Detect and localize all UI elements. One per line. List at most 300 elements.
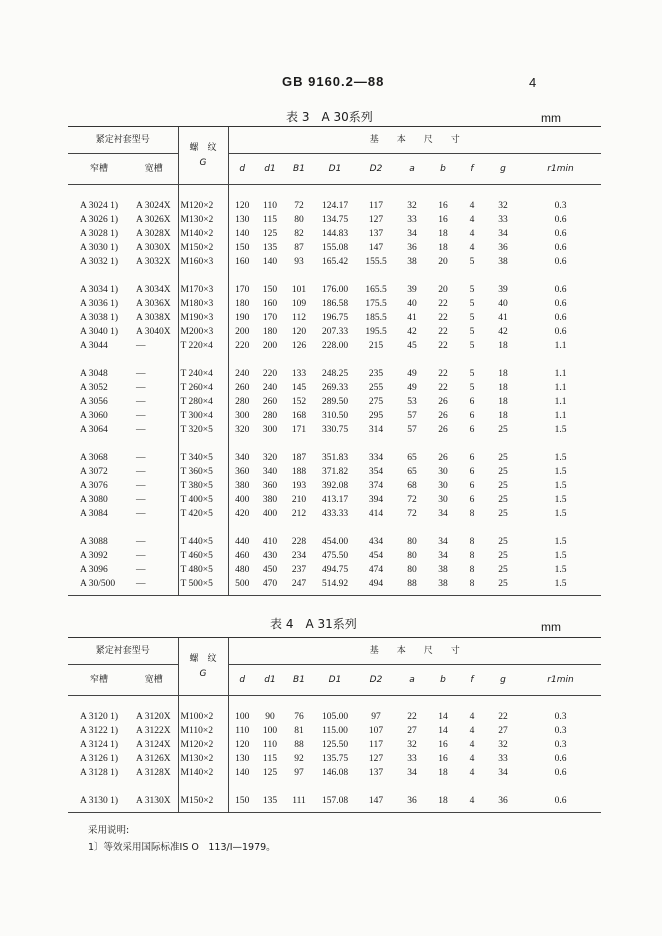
table-cell: 150 — [228, 794, 256, 813]
table-cell: 1.5 — [554, 551, 567, 561]
table-cell: 1.1 — [554, 383, 567, 393]
table-cell: 140 — [228, 227, 256, 241]
table-cell: 186.58 — [321, 299, 349, 309]
table-cell: — — [136, 537, 146, 547]
table-cell: 18 — [498, 411, 508, 421]
table-cell: 120 — [228, 738, 256, 752]
table-cell: 137 — [368, 768, 384, 778]
table-cell: 6 — [469, 481, 475, 491]
table-cell: M130×2 — [178, 213, 228, 227]
wide-slot-header: 宽槽 — [130, 154, 178, 185]
table-cell: A 3036X — [136, 299, 171, 309]
table-cell: 34 — [498, 768, 508, 778]
table-cell: A 3032X — [136, 257, 171, 267]
table-cell: 5 — [469, 299, 475, 309]
table-cell: 18 — [428, 794, 458, 813]
table-cell: A 3126 1) — [80, 754, 118, 764]
table-cell: 165.5 — [365, 285, 387, 295]
table-row — [68, 381, 601, 395]
table-row — [68, 213, 601, 227]
table-cell: 8 — [469, 551, 475, 561]
table-cell: 135 — [256, 794, 284, 813]
table-cell: 360 — [262, 481, 278, 491]
table-cell: M160×3 — [178, 255, 228, 269]
table-cell: 34 — [498, 229, 508, 239]
table-cell: A 3122 1) — [80, 726, 118, 736]
table3-caption: 表 3 A 30系列 — [286, 110, 373, 124]
table-cell: 320 — [228, 423, 256, 437]
table-cell: 289.50 — [321, 397, 349, 407]
table-cell: 354 — [368, 467, 384, 477]
table-cell: 134.75 — [321, 215, 349, 225]
table-cell: — — [136, 453, 146, 463]
table-cell: 144.83 — [321, 229, 349, 239]
table-cell: A 3072 — [80, 467, 108, 477]
dim-header: B1 — [284, 665, 314, 696]
table-cell: 38 — [428, 577, 458, 596]
table-cell: 18 — [498, 397, 508, 407]
table-cell: 16 — [438, 201, 448, 211]
table-row — [68, 339, 601, 353]
table-cell: 140 — [262, 257, 278, 267]
table-cell: A 3130 1) — [68, 794, 130, 813]
table-cell: 45 — [407, 341, 417, 351]
table-cell: 120 — [291, 327, 307, 337]
table-cell: 105.00 — [321, 712, 349, 722]
table-cell: 110 — [228, 724, 256, 738]
table-cell: 40 — [407, 299, 417, 309]
table-cell: 33 — [498, 754, 508, 764]
table-cell: T 460×5 — [178, 549, 228, 563]
table-cell: 400 — [228, 493, 256, 507]
table-cell: 280 — [228, 395, 256, 409]
table-cell: A 3040 1) — [80, 327, 118, 337]
table-cell: 147 — [368, 243, 384, 253]
table-cell: M110×2 — [178, 724, 228, 738]
table-cell: 228.00 — [321, 341, 349, 351]
table-cell: 1.5 — [554, 509, 567, 519]
table-cell: 111 — [284, 794, 314, 813]
table-cell: 6 — [469, 425, 475, 435]
thread-header: 螺 纹 G — [178, 638, 228, 696]
table-cell: 0.6 — [554, 754, 567, 764]
table-cell: 16 — [438, 754, 448, 764]
table-cell: T 400×5 — [178, 493, 228, 507]
table-cell: T 380×5 — [178, 479, 228, 493]
table-cell: 25 — [498, 453, 508, 463]
table-cell: 176.00 — [321, 285, 349, 295]
table-cell: 440 — [228, 535, 256, 549]
table-cell: 334 — [368, 453, 384, 463]
row-gap — [68, 780, 601, 794]
table-row — [68, 794, 601, 813]
table-cell: 5 — [469, 341, 475, 351]
table-cell: 107 — [368, 726, 384, 736]
table-cell: — — [136, 509, 146, 519]
table-cell: 126 — [291, 341, 307, 351]
table-cell: A 3122X — [136, 726, 171, 736]
table-cell: 330.75 — [321, 425, 349, 435]
table-cell: 32 — [407, 201, 417, 211]
table-row — [68, 766, 601, 780]
narrow-slot-header: 窄槽 — [68, 665, 130, 696]
table-cell: 88 — [396, 577, 428, 596]
table-cell: 65 — [407, 467, 417, 477]
table-cell: 434 — [368, 537, 384, 547]
table-cell: A 3120 1) — [80, 712, 118, 722]
table-cell: A 3034X — [136, 285, 171, 295]
table-cell: 5 — [469, 313, 475, 323]
table-cell: M100×2 — [178, 710, 228, 724]
table-row — [68, 752, 601, 766]
table-cell: 42 — [498, 327, 508, 337]
table-cell: 25 — [498, 565, 508, 575]
row-gap — [68, 353, 601, 367]
table-cell: A 3088 — [80, 537, 108, 547]
dim-header: d — [228, 154, 256, 185]
table-row — [68, 199, 601, 213]
table-cell: A 3126X — [136, 754, 171, 764]
table-cell: 57 — [407, 425, 417, 435]
table-cell: 5 — [469, 285, 475, 295]
table-cell: — — [136, 481, 146, 491]
table-cell: 33 — [407, 215, 417, 225]
table-cell: 240 — [262, 383, 278, 393]
table-row — [68, 451, 601, 465]
table-cell: 380 — [228, 479, 256, 493]
table-cell: A 3030X — [136, 243, 171, 253]
table-cell: A 3036 1) — [80, 299, 118, 309]
table-cell: 30 — [438, 467, 448, 477]
notes-line-1: 1〕等效采用国际标准IS O 113/Ⅰ—1979。 — [88, 842, 276, 853]
table-row — [68, 311, 601, 325]
table-cell: 38 — [407, 257, 417, 267]
table-cell: 188 — [291, 467, 307, 477]
table-cell: 494 — [356, 577, 396, 596]
table-cell: 16 — [438, 215, 448, 225]
table-cell: 34 — [407, 229, 417, 239]
table-cell: — — [130, 577, 178, 596]
table-cell: A 3040X — [136, 327, 171, 337]
table-cell: 25 — [498, 467, 508, 477]
table-cell: A 3048 — [80, 369, 108, 379]
table-cell: 6 — [469, 495, 475, 505]
table-cell: M200×3 — [178, 325, 228, 339]
table-cell: 454 — [368, 551, 384, 561]
table-cell: 450 — [262, 565, 278, 575]
table-cell: 68 — [407, 481, 417, 491]
table-cell: 25 — [486, 577, 520, 596]
table-cell: 180 — [262, 327, 278, 337]
table-cell: 22 — [438, 369, 448, 379]
table-cell: — — [136, 495, 146, 505]
table-cell: 5 — [469, 327, 475, 337]
table-cell: M120×2 — [178, 738, 228, 752]
table-cell: 474 — [368, 565, 384, 575]
table-cell: 5 — [469, 369, 475, 379]
table-cell: 300 — [228, 409, 256, 423]
table-cell: 4 — [469, 215, 475, 225]
table-cell: 207.33 — [321, 327, 349, 337]
table-cell: 27 — [407, 726, 417, 736]
table-cell: 430 — [262, 551, 278, 561]
dim-header: f — [458, 665, 486, 696]
table-row — [68, 283, 601, 297]
table-cell: 18 — [438, 243, 448, 253]
table-cell: 26 — [438, 397, 448, 407]
table-row — [68, 549, 601, 563]
table-cell: 0.6 — [520, 794, 601, 813]
dim-header: r1min — [520, 665, 601, 696]
table-cell: A 3080 — [80, 495, 108, 505]
table-cell: 25 — [498, 509, 508, 519]
table-cell: 150 — [262, 285, 278, 295]
table-row — [68, 577, 601, 596]
table-cell: 32 — [498, 201, 508, 211]
table-cell: A 3034 1) — [80, 285, 118, 295]
table-row — [68, 465, 601, 479]
table-cell: 1.1 — [554, 397, 567, 407]
table-row — [68, 255, 601, 269]
table-cell: — — [136, 383, 146, 393]
table-cell: 125.50 — [321, 740, 349, 750]
table-cell: 0.6 — [554, 229, 567, 239]
table-cell: 4 — [469, 229, 475, 239]
table-cell: 1.5 — [554, 481, 567, 491]
table-cell: 295 — [368, 411, 384, 421]
table-cell: 392.08 — [321, 481, 349, 491]
table-cell: 97 — [294, 768, 304, 778]
table-cell: 5 — [469, 383, 475, 393]
table-row — [68, 409, 601, 423]
table-cell: M140×2 — [178, 227, 228, 241]
table-cell: 130 — [228, 213, 256, 227]
table-cell: A 3028 1) — [80, 229, 118, 239]
basic-dims-header: 基 本 尺 寸 — [228, 638, 601, 665]
wide-slot-header: 宽槽 — [130, 665, 178, 696]
table-cell: 514.92 — [314, 577, 356, 596]
table-cell: A 3120X — [136, 712, 171, 722]
table-cell: 120 — [228, 199, 256, 213]
table-cell: A 3084 — [80, 509, 108, 519]
table-cell: 1.1 — [554, 369, 567, 379]
table-cell: 413.17 — [321, 495, 349, 505]
table-row — [68, 241, 601, 255]
table-cell: 34 — [438, 551, 448, 561]
table-cell: A 3068 — [80, 453, 108, 463]
table-cell: 220 — [228, 339, 256, 353]
table-cell: 124.17 — [321, 201, 349, 211]
table-cell: — — [136, 369, 146, 379]
table-cell: A 3028X — [136, 229, 171, 239]
table-cell: 140 — [228, 766, 256, 780]
table-cell: 480 — [228, 563, 256, 577]
table-cell: A 30/500 — [68, 577, 130, 596]
table-cell: 195.5 — [365, 327, 387, 337]
table-cell: — — [136, 411, 146, 421]
table-cell: 0.6 — [554, 285, 567, 295]
table-cell: 90 — [265, 712, 275, 722]
table4 — [68, 637, 601, 813]
table-cell: 27 — [498, 726, 508, 736]
table-cell: — — [136, 551, 146, 561]
table-cell: A 3024X — [136, 201, 171, 211]
table-cell: 18 — [498, 341, 508, 351]
table-cell: 14 — [438, 712, 448, 722]
table-cell: 39 — [407, 285, 417, 295]
table-cell: 310.50 — [321, 411, 349, 421]
table-cell: A 3026X — [136, 215, 171, 225]
table3 — [68, 126, 601, 596]
table-cell: 0.6 — [554, 768, 567, 778]
table-cell: M130×2 — [178, 752, 228, 766]
model-group-header: 紧定衬套型号 — [68, 127, 178, 154]
table-cell: 6 — [469, 397, 475, 407]
table-cell: 41 — [407, 313, 417, 323]
table-cell: 360 — [228, 465, 256, 479]
table-cell: A 3096 — [80, 565, 108, 575]
table-cell: A 3064 — [80, 425, 108, 435]
table-cell: 300 — [262, 425, 278, 435]
table-cell: 6 — [469, 453, 475, 463]
table-cell: 87 — [294, 243, 304, 253]
table-row — [68, 367, 601, 381]
table-cell: 88 — [294, 740, 304, 750]
table-cell: 5 — [469, 257, 475, 267]
table-cell: 470 — [256, 577, 284, 596]
table-cell: 25 — [498, 537, 508, 547]
table-cell: 0.6 — [554, 299, 567, 309]
table-cell: 4 — [469, 243, 475, 253]
table-cell: 155.08 — [321, 243, 349, 253]
table-cell: 146.08 — [321, 768, 349, 778]
table-cell: T 320×5 — [178, 423, 228, 437]
table-cell: 171 — [291, 425, 307, 435]
table-cell: 196.75 — [321, 313, 349, 323]
table4-caption: 表 4 A 31系列 — [270, 617, 357, 631]
table-cell: 80 — [407, 565, 417, 575]
table-cell: 34 — [407, 768, 417, 778]
table-cell: 157.08 — [314, 794, 356, 813]
table-row — [68, 738, 601, 752]
adoption-notes — [88, 822, 276, 856]
table-cell: — — [136, 425, 146, 435]
table-cell: 20 — [438, 257, 448, 267]
table4-unit: mm — [541, 620, 561, 634]
table-cell: 160 — [228, 255, 256, 269]
table-cell: 22 — [498, 712, 508, 722]
table-cell: 190 — [228, 311, 256, 325]
table-cell: 127 — [368, 215, 384, 225]
dim-header: D1 — [314, 665, 356, 696]
table-cell: A 3128 1) — [80, 768, 118, 778]
table-cell: 135 — [262, 243, 278, 253]
table-cell: T 440×5 — [178, 535, 228, 549]
table-cell: 25 — [498, 551, 508, 561]
table-cell: M120×2 — [178, 199, 228, 213]
table-cell: 460 — [228, 549, 256, 563]
table-cell: 4 — [469, 754, 475, 764]
table-cell: T 420×5 — [178, 507, 228, 521]
table-cell: 394 — [368, 495, 384, 505]
row-gap — [68, 696, 601, 711]
table-cell: 160 — [262, 299, 278, 309]
table-cell: 475.50 — [321, 551, 349, 561]
table-cell: 80 — [294, 215, 304, 225]
table-cell: 8 — [458, 577, 486, 596]
table-cell: — — [136, 397, 146, 407]
table-cell: 18 — [498, 383, 508, 393]
dim-header: d1 — [256, 154, 284, 185]
dim-header: D2 — [356, 665, 396, 696]
table-cell: M190×3 — [178, 311, 228, 325]
table-cell: 25 — [498, 481, 508, 491]
table-cell: 165.42 — [321, 257, 349, 267]
table3-unit: mm — [541, 111, 561, 125]
table-cell: 4 — [458, 794, 486, 813]
table-cell: 92 — [294, 754, 304, 764]
table-cell: 30 — [438, 481, 448, 491]
table-cell: A 3124X — [136, 740, 171, 750]
table-cell: 39 — [498, 285, 508, 295]
table-cell: 22 — [438, 327, 448, 337]
table-cell: 36 — [407, 243, 417, 253]
table-cell: 320 — [262, 453, 278, 463]
table-cell: 6 — [469, 467, 475, 477]
table-cell: 26 — [438, 453, 448, 463]
table-cell: 1.5 — [554, 565, 567, 575]
table-cell: 1.5 — [554, 467, 567, 477]
table-cell: 155.5 — [365, 257, 387, 267]
model-group-header: 紧定衬套型号 — [68, 638, 178, 665]
table-cell: A 3024 1) — [80, 201, 118, 211]
table-cell: 255 — [368, 383, 384, 393]
table-cell: 234 — [291, 551, 307, 561]
table-cell: — — [136, 565, 146, 575]
table-cell: 127 — [368, 754, 384, 764]
table-cell: 117 — [369, 740, 383, 750]
table-cell: 0.6 — [554, 215, 567, 225]
table-cell: 1.1 — [554, 411, 567, 421]
table-cell: 6 — [469, 411, 475, 421]
table-cell: 93 — [294, 257, 304, 267]
table-cell: A 3044 — [80, 341, 108, 351]
table-cell: 414 — [368, 509, 384, 519]
table-cell: M150×2 — [178, 794, 228, 813]
table-cell: 125 — [262, 229, 278, 239]
table-cell: 109 — [291, 299, 307, 309]
table-cell: 82 — [294, 229, 304, 239]
table-cell: 8 — [469, 565, 475, 575]
table-cell: 40 — [498, 299, 508, 309]
notes-title: 采用说明: — [88, 825, 130, 836]
table-cell: 1.5 — [554, 425, 567, 435]
table-cell: 1.5 — [554, 495, 567, 505]
table-cell: 72 — [407, 509, 417, 519]
basic-dims-header: 基 本 尺 寸 — [228, 127, 601, 154]
table-cell: 410 — [262, 537, 278, 547]
table-cell: 240 — [228, 367, 256, 381]
table-cell: 26 — [438, 411, 448, 421]
table-cell: 8 — [469, 537, 475, 547]
table-cell: 433.33 — [321, 509, 349, 519]
table-cell: 247 — [284, 577, 314, 596]
table-cell: 168 — [291, 411, 307, 421]
table-cell: — — [136, 467, 146, 477]
table-cell: 340 — [262, 467, 278, 477]
table-row — [68, 395, 601, 409]
table-cell: 380 — [262, 495, 278, 505]
